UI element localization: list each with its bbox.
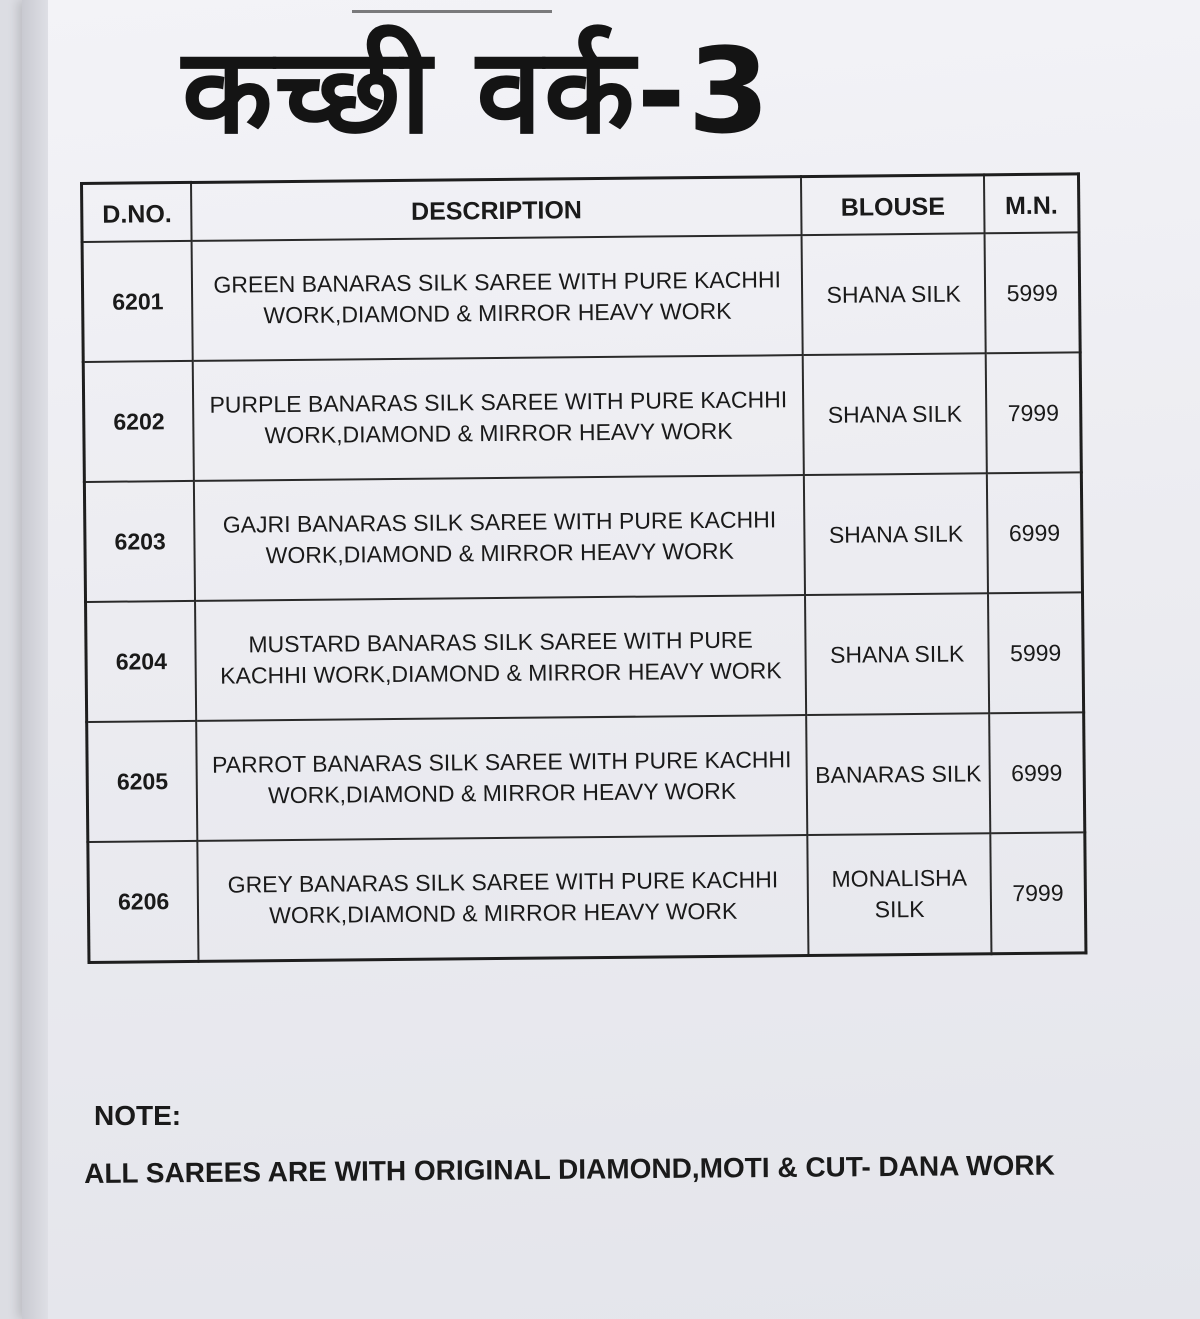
note-label: NOTE: (94, 1100, 182, 1131)
header-dno: D.NO. (82, 182, 193, 242)
catalog-table (80, 172, 1087, 964)
cell-blouse: SHANA SILK (801, 233, 985, 355)
header-blouse: BLOUSE (801, 175, 985, 235)
cell-mn: 6999 (987, 472, 1082, 593)
cell-blouse: SHANA SILK (804, 473, 988, 595)
header-mn: M.N. (984, 174, 1079, 233)
cell-dno: 6204 (86, 601, 197, 722)
cell-blouse: SHANA SILK (805, 593, 989, 715)
cell-mn: 5999 (985, 232, 1080, 353)
cell-description: GREY BANARAS SILK SAREE WITH PURE KACHHI WORK,DIAMOND & MIRROR HEAVY WORK (198, 835, 809, 961)
note-text: ALL SAREES ARE WITH ORIGINAL DIAMOND,MOTI & CUT- DANA WORK (84, 1149, 1055, 1189)
cell-blouse: MONALISHA SILK (807, 833, 991, 955)
cell-mn: 7999 (991, 832, 1086, 953)
cell-mn: 7999 (986, 352, 1081, 473)
paper-sheet (22, 0, 1200, 1319)
table-row (87, 712, 1085, 842)
cell-dno: 6203 (84, 481, 195, 602)
table-header-row (82, 174, 1080, 242)
cell-description: GAJRI BANARAS SILK SAREE WITH PURE KACHHI WORK,DIAMOND & MIRROR HEAVY WORK (194, 475, 805, 601)
cell-description: PURPLE BANARAS SILK SAREE WITH PURE KACHHI WORK,DIAMOND & MIRROR HEAVY WORK (193, 355, 804, 481)
cell-dno: 6205 (87, 721, 198, 842)
cell-dno: 6201 (82, 241, 193, 362)
cell-description: PARROT BANARAS SILK SAREE WITH PURE KACHHI WORK,DIAMOND & MIRROR HEAVY WORK (197, 715, 808, 841)
cell-description: GREEN BANARAS SILK SAREE WITH PURE KACHHI WORK,DIAMOND & MIRROR HEAVY WORK (192, 235, 803, 361)
cell-mn: 5999 (988, 592, 1083, 713)
cell-dno: 6206 (88, 841, 199, 963)
catalog-table-wrapper (80, 172, 1158, 1012)
table-row (83, 352, 1081, 482)
cell-dno: 6202 (83, 361, 194, 482)
cut-off-header-line (352, 0, 552, 13)
table-row (88, 832, 1086, 962)
cell-mn: 6999 (989, 712, 1084, 833)
paper-edge (22, 0, 48, 1319)
cell-blouse: SHANA SILK (803, 353, 987, 475)
cell-blouse: BANARAS SILK (806, 713, 990, 835)
header-description: DESCRIPTION (191, 177, 801, 241)
catalog-title: कच्छी वर्क-3 (182, 22, 772, 160)
table-row (82, 232, 1080, 362)
table-row (84, 472, 1082, 602)
cell-description: MUSTARD BANARAS SILK SAREE WITH PURE KACHHI WORK,DIAMOND & MIRROR HEAVY WORK (195, 595, 806, 721)
table-row (86, 592, 1084, 722)
